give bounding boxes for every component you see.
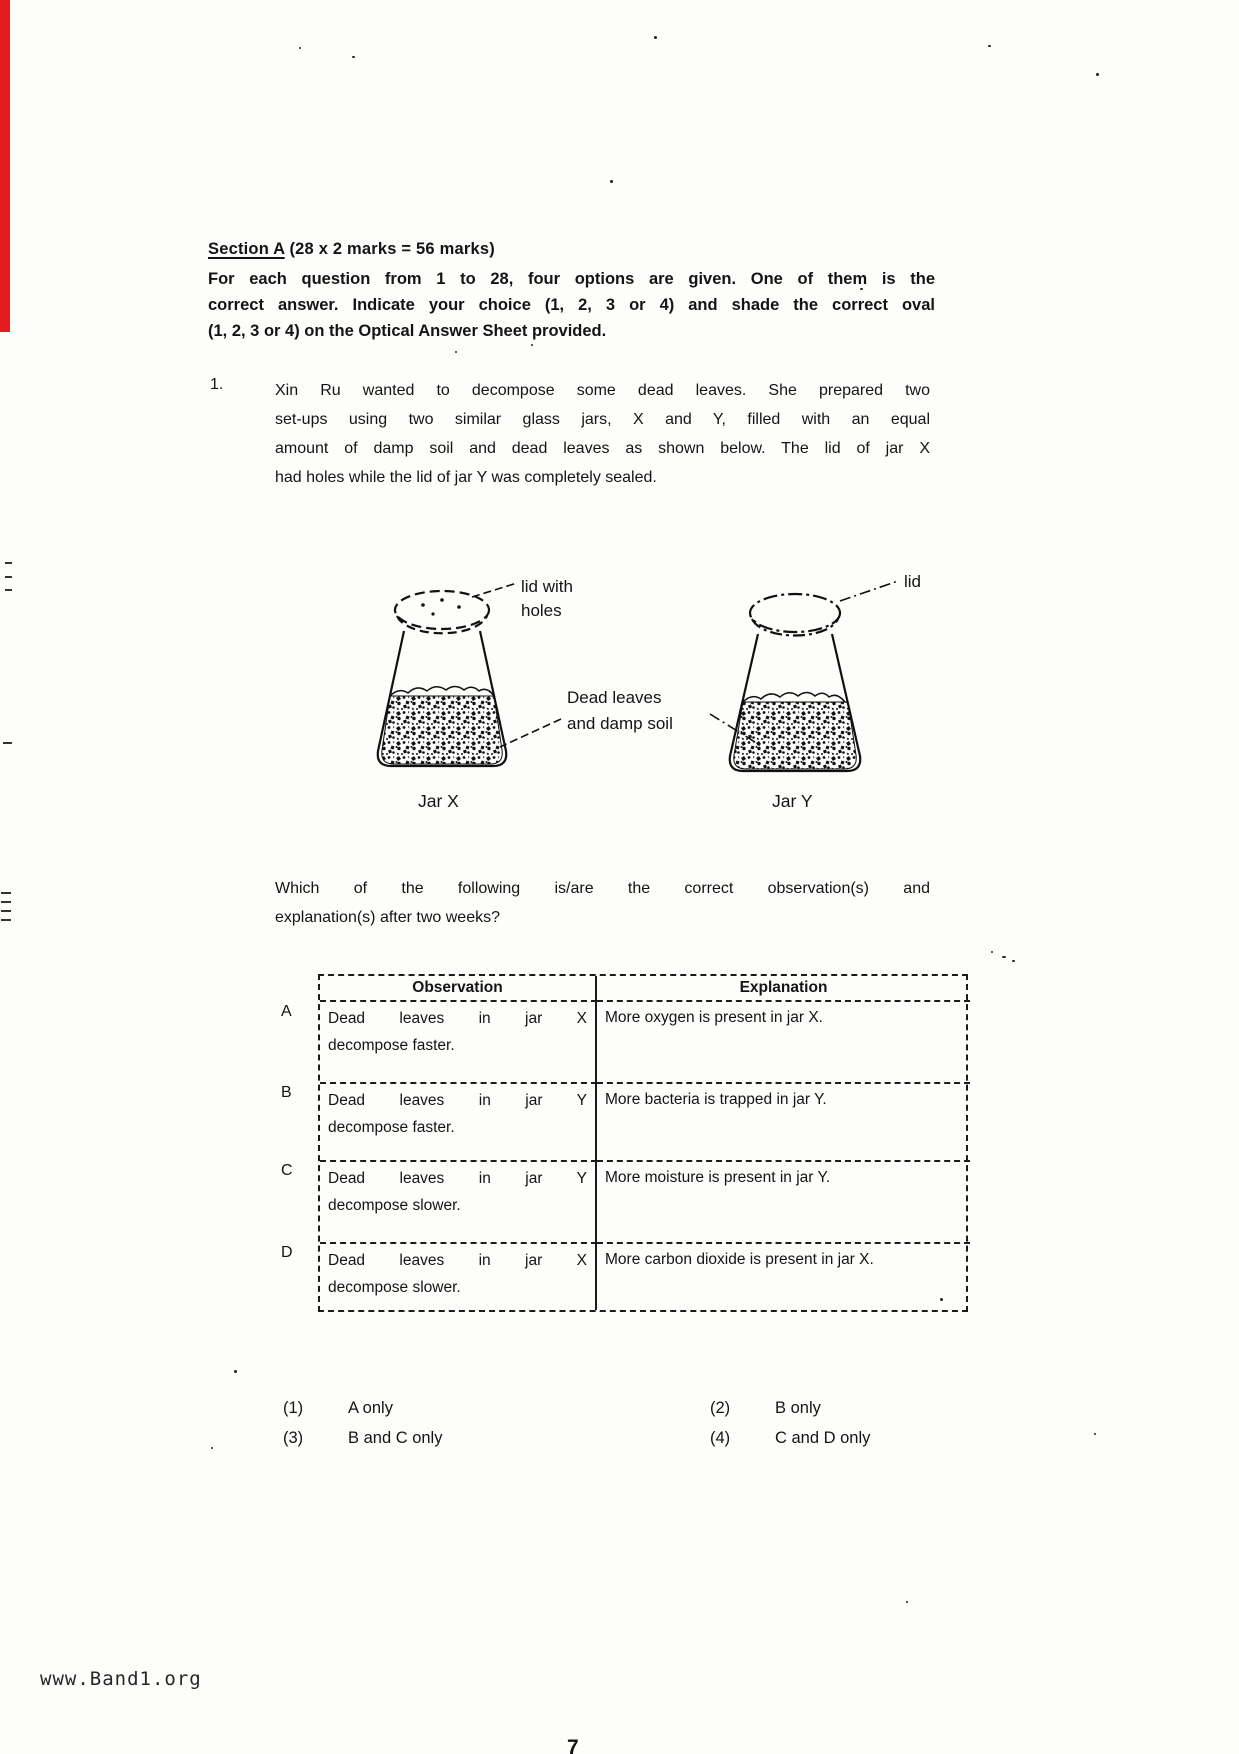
option-4-number: (4)	[710, 1429, 731, 1447]
leader-lid-with-holes	[472, 583, 517, 597]
option-2-number: (2)	[710, 1399, 731, 1417]
question-prompt: Which of the following is/are the correct observation(s) and explanation(s) after two weeks?	[275, 880, 930, 926]
option-3-number: (3)	[283, 1429, 304, 1447]
scan-speck	[352, 56, 355, 58]
scan-edge-mark	[1, 892, 11, 894]
leader-contents-left	[500, 719, 561, 747]
section-title: Section A	[208, 240, 285, 258]
scan-edge-mark	[1, 901, 11, 903]
option-3	[283, 1423, 710, 1453]
scan-speck	[860, 288, 863, 290]
table-row-c-explanation: More moisture is present in jar Y.	[597, 1160, 970, 1242]
label-contents-line1: Dead leaves	[567, 688, 662, 707]
scan-red-bar	[0, 0, 10, 332]
jar-x-contents-surface	[390, 687, 494, 697]
table-row-a-explanation: More oxygen is present in jar X.	[605, 1009, 823, 1026]
table-row-d-explanation: More carbon dioxide is present in jar X.	[597, 1242, 970, 1310]
table-row-a-observation: Dead leaves in jar X decompose faster.	[320, 1002, 597, 1082]
scan-speck	[211, 1447, 213, 1449]
scan-speck	[940, 1298, 943, 1301]
option-1-label: A only	[348, 1399, 393, 1417]
scan-speck	[654, 36, 657, 39]
scan-speck	[299, 47, 301, 49]
table-row-b-explanation: More bacteria is trapped in jar Y.	[597, 1082, 970, 1160]
scan-speck	[1012, 960, 1015, 962]
scan-speck	[610, 180, 613, 183]
page-number: 7	[567, 1736, 579, 1754]
answer-table	[318, 974, 968, 1312]
table-row-d-observation: Dead leaves in jar X decompose slower.	[320, 1242, 597, 1310]
table-row-letter-b: B	[281, 1084, 292, 1101]
label-lid: lid	[904, 572, 922, 591]
footer-url: www.Band1.org	[40, 1668, 202, 1690]
scan-edge-mark	[5, 589, 12, 591]
scan-speck	[531, 344, 533, 346]
scan-edge-mark	[1, 919, 11, 921]
question-number: 1.	[210, 376, 224, 393]
col-header-observation: Observation	[320, 976, 597, 1002]
label-lid-with-holes-line1: lid with	[521, 577, 573, 596]
leader-lid	[840, 581, 898, 601]
jar-diagram	[320, 500, 980, 830]
col-header-explanation: Explanation	[597, 976, 970, 1002]
table-row-letter-a: A	[281, 1003, 292, 1020]
answer-options	[283, 1393, 963, 1453]
section-marks: (28 x 2 marks = 56 marks)	[284, 240, 495, 258]
option-2	[710, 1393, 963, 1423]
scan-speck	[1094, 1433, 1096, 1435]
scan-speck	[991, 951, 993, 953]
option-1	[283, 1393, 710, 1423]
jar-y-caption: Jar Y	[772, 791, 813, 811]
table-row-c-observation: Dead leaves in jar Y decompose slower.	[320, 1160, 597, 1242]
jar-x-contents	[382, 696, 503, 764]
section-instructions: For each question from 1 to 28, four options are given. One of them is the correct answer. Indicate your choice (1, 2, 3 or 4) and shade the correct oval (1, 2, 3 or 4) on the Optical Answer Sheet provided.	[208, 270, 935, 340]
option-1-number: (1)	[283, 1399, 304, 1417]
scan-edge-mark	[1, 910, 11, 912]
jar-x-caption: Jar X	[418, 791, 459, 811]
option-3-label: B and C only	[348, 1429, 443, 1447]
question-text: Xin Ru wanted to decompose some dead leaves. She prepared two set-ups using two similar glass jars, X and Y, filled with an equal amount of damp soil and dead leaves as shown below. The lid of jar X had holes while the lid of jar Y was completely sealed.	[275, 382, 930, 486]
table-row-letter-d: D	[281, 1244, 293, 1261]
scan-edge-mark	[5, 576, 12, 578]
option-4	[710, 1423, 963, 1453]
scan-speck	[988, 45, 991, 47]
option-4-label: C and D only	[775, 1429, 871, 1447]
jar-x-lid-holes	[421, 598, 461, 615]
table-row-letter-c: C	[281, 1162, 293, 1179]
label-lid-with-holes-line2: holes	[521, 601, 562, 620]
scan-speck	[234, 1370, 237, 1373]
scan-speck	[1002, 956, 1006, 958]
section-header	[208, 240, 495, 259]
table-row-b-observation: Dead leaves in jar Y decompose faster.	[320, 1082, 597, 1160]
option-2-label: B only	[775, 1399, 821, 1417]
scan-speck	[455, 351, 457, 353]
scan-edge-mark	[5, 562, 12, 564]
scan-speck	[1096, 73, 1099, 76]
scan-speck	[906, 1601, 908, 1603]
jar-y-contents	[734, 702, 857, 769]
scan-edge-mark	[3, 742, 12, 744]
jar-y-contents-surface	[743, 693, 845, 703]
label-contents-line2: and damp soil	[567, 714, 673, 733]
